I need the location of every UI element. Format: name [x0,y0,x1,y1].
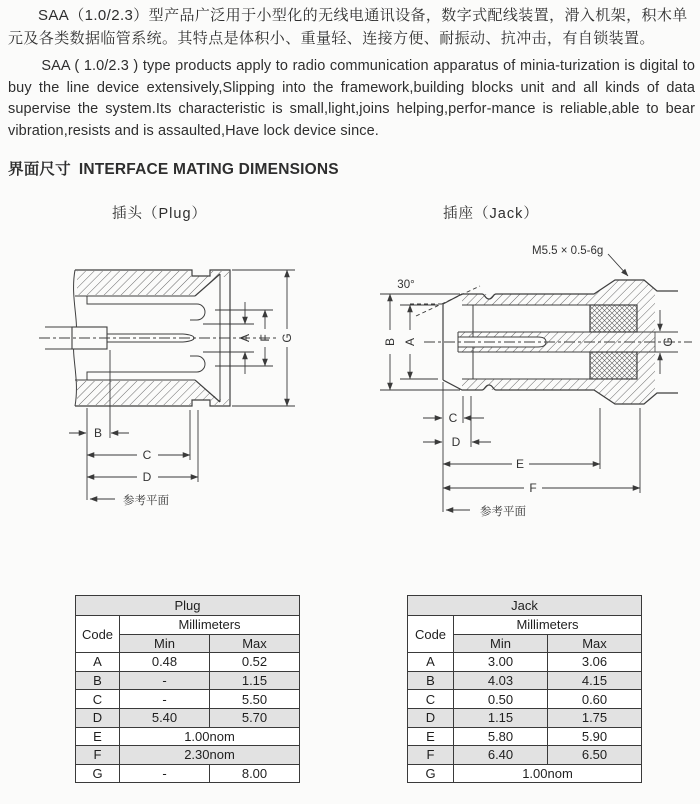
plug-row-g-min: - [120,764,210,783]
table-row [408,653,642,672]
plug-drawing [25,238,325,530]
jack-row-a-max: 3.06 [548,653,642,672]
plug-table-max-header: Max [210,634,300,653]
jack-row-c-min: 0.50 [454,690,548,709]
plug-row-d-max: 5.70 [210,708,300,727]
plug-row-f-code: F [76,746,120,765]
plug-dim-label-g: G [280,333,294,343]
jack-thread-label: M5.5 × 0.5-6g [532,245,604,257]
intro-paragraph-chinese: SAA（1.0/2.3）型产品广泛用于小型化的无线电通讯设备，数字式配线装置，滑入机架，积木单元及各类数据临管系统。其特点是体积小、重量轻、连接方便、耐振动、抗冲击，有自锁装置。 [8,7,688,47]
table-row [76,653,300,672]
plug-reference-plane-label: 参考平面 [123,495,169,507]
plug-row-a-max: 0.52 [210,653,300,672]
plug-row-b-max: 1.15 [210,671,300,690]
plug-caption: 插头（Plug） [112,206,208,222]
table-row [76,671,300,690]
jack-row-f-code: F [408,746,454,765]
jack-caption: 插座（Jack） [443,206,539,222]
plug-dim-label-c: C [142,448,152,462]
jack-dim-label-g: G [661,337,675,347]
section-heading [8,157,339,179]
intro-paragraph-english: SAA ( 1.0/2.3 ) type products apply to radio communication apparatus of minia-turization is digital to buy the line device extensively,Slipping into the framework,building blocks unit and all kinds of data supervise the system.Its characteristic is small,light,joins helping,perfor-mance is reliable,able to bear vibration,resists and is assaulted,Have lock device since. [8,58,695,139]
jack-table-title: Jack [408,596,642,616]
section-heading-cn: 界面尺寸 [8,161,71,178]
plug-row-e-code: E [76,727,120,746]
table-row [408,727,642,746]
table-row [408,764,642,783]
jack-table-min-header: Min [454,634,548,653]
plug-row-b-code: B [76,671,120,690]
jack-row-b-min: 4.03 [454,671,548,690]
jack-row-e-max: 5.90 [548,727,642,746]
jack-dim-label-c: C [448,411,458,425]
plug-row-c-code: C [76,690,120,709]
plug-row-c-min: - [120,690,210,709]
jack-row-a-min: 3.00 [454,653,548,672]
jack-dimensions-table [407,595,642,783]
table-row [408,690,642,709]
jack-dim-label-f: F [529,481,537,495]
jack-row-d-min: 1.15 [454,708,548,727]
plug-row-a-code: A [76,653,120,672]
table-row [76,690,300,709]
jack-angle-label: 30° [397,279,415,291]
plug-row-b-min: - [120,671,210,690]
jack-row-e-min: 5.80 [454,727,548,746]
plug-table-title: Plug [76,596,300,616]
table-row [76,764,300,783]
table-row [76,708,300,727]
jack-center-conductor [424,332,692,352]
section-heading-en: INTERFACE MATING DIMENSIONS [78,161,339,178]
plug-dimensions-table [75,595,300,783]
table-row [408,746,642,765]
plug-row-f-value: 2.30nom [120,746,300,765]
plug-dim-label-d: D [142,470,152,484]
jack-reference-plane-label: 参考平面 [480,506,526,518]
jack-drawing [372,238,700,530]
plug-table-unit-header: Millimeters [120,616,300,635]
jack-row-b-max: 4.15 [548,671,642,690]
table-row [76,727,300,746]
plug-table-code-header: Code [76,616,120,653]
jack-row-d-max: 1.75 [548,708,642,727]
jack-dim-label-a: A [403,337,417,347]
plug-row-d-min: 5.40 [120,708,210,727]
jack-dim-label-b: B [383,337,397,347]
jack-table-code-header: Code [408,616,454,653]
jack-row-a-code: A [408,653,454,672]
jack-table-max-header: Max [548,634,642,653]
jack-dim-label-d: D [451,435,461,449]
plug-row-a-min: 0.48 [120,653,210,672]
plug-row-d-code: D [76,708,120,727]
table-row [408,708,642,727]
plug-dimension-labels [94,333,294,507]
jack-row-g-code: G [408,764,454,783]
jack-row-b-code: B [408,671,454,690]
jack-row-d-code: D [408,708,454,727]
plug-table-min-header: Min [120,634,210,653]
jack-row-g-value: 1.00nom [454,764,642,783]
jack-dim-label-e: E [515,457,525,471]
jack-row-e-code: E [408,727,454,746]
plug-row-c-max: 5.50 [210,690,300,709]
plug-dim-label-b: B [93,426,103,440]
table-row [408,671,642,690]
plug-row-g-max: 8.00 [210,764,300,783]
jack-row-c-max: 0.60 [548,690,642,709]
plug-row-e-value: 1.00nom [120,727,300,746]
jack-table-unit-header: Millimeters [454,616,642,635]
jack-row-f-max: 6.50 [548,746,642,765]
table-row [76,746,300,765]
plug-row-g-code: G [76,764,120,783]
jack-row-c-code: C [408,690,454,709]
plug-dim-label-a: A [238,333,252,343]
jack-row-f-min: 6.40 [454,746,548,765]
plug-dim-label-f: F [258,334,272,342]
